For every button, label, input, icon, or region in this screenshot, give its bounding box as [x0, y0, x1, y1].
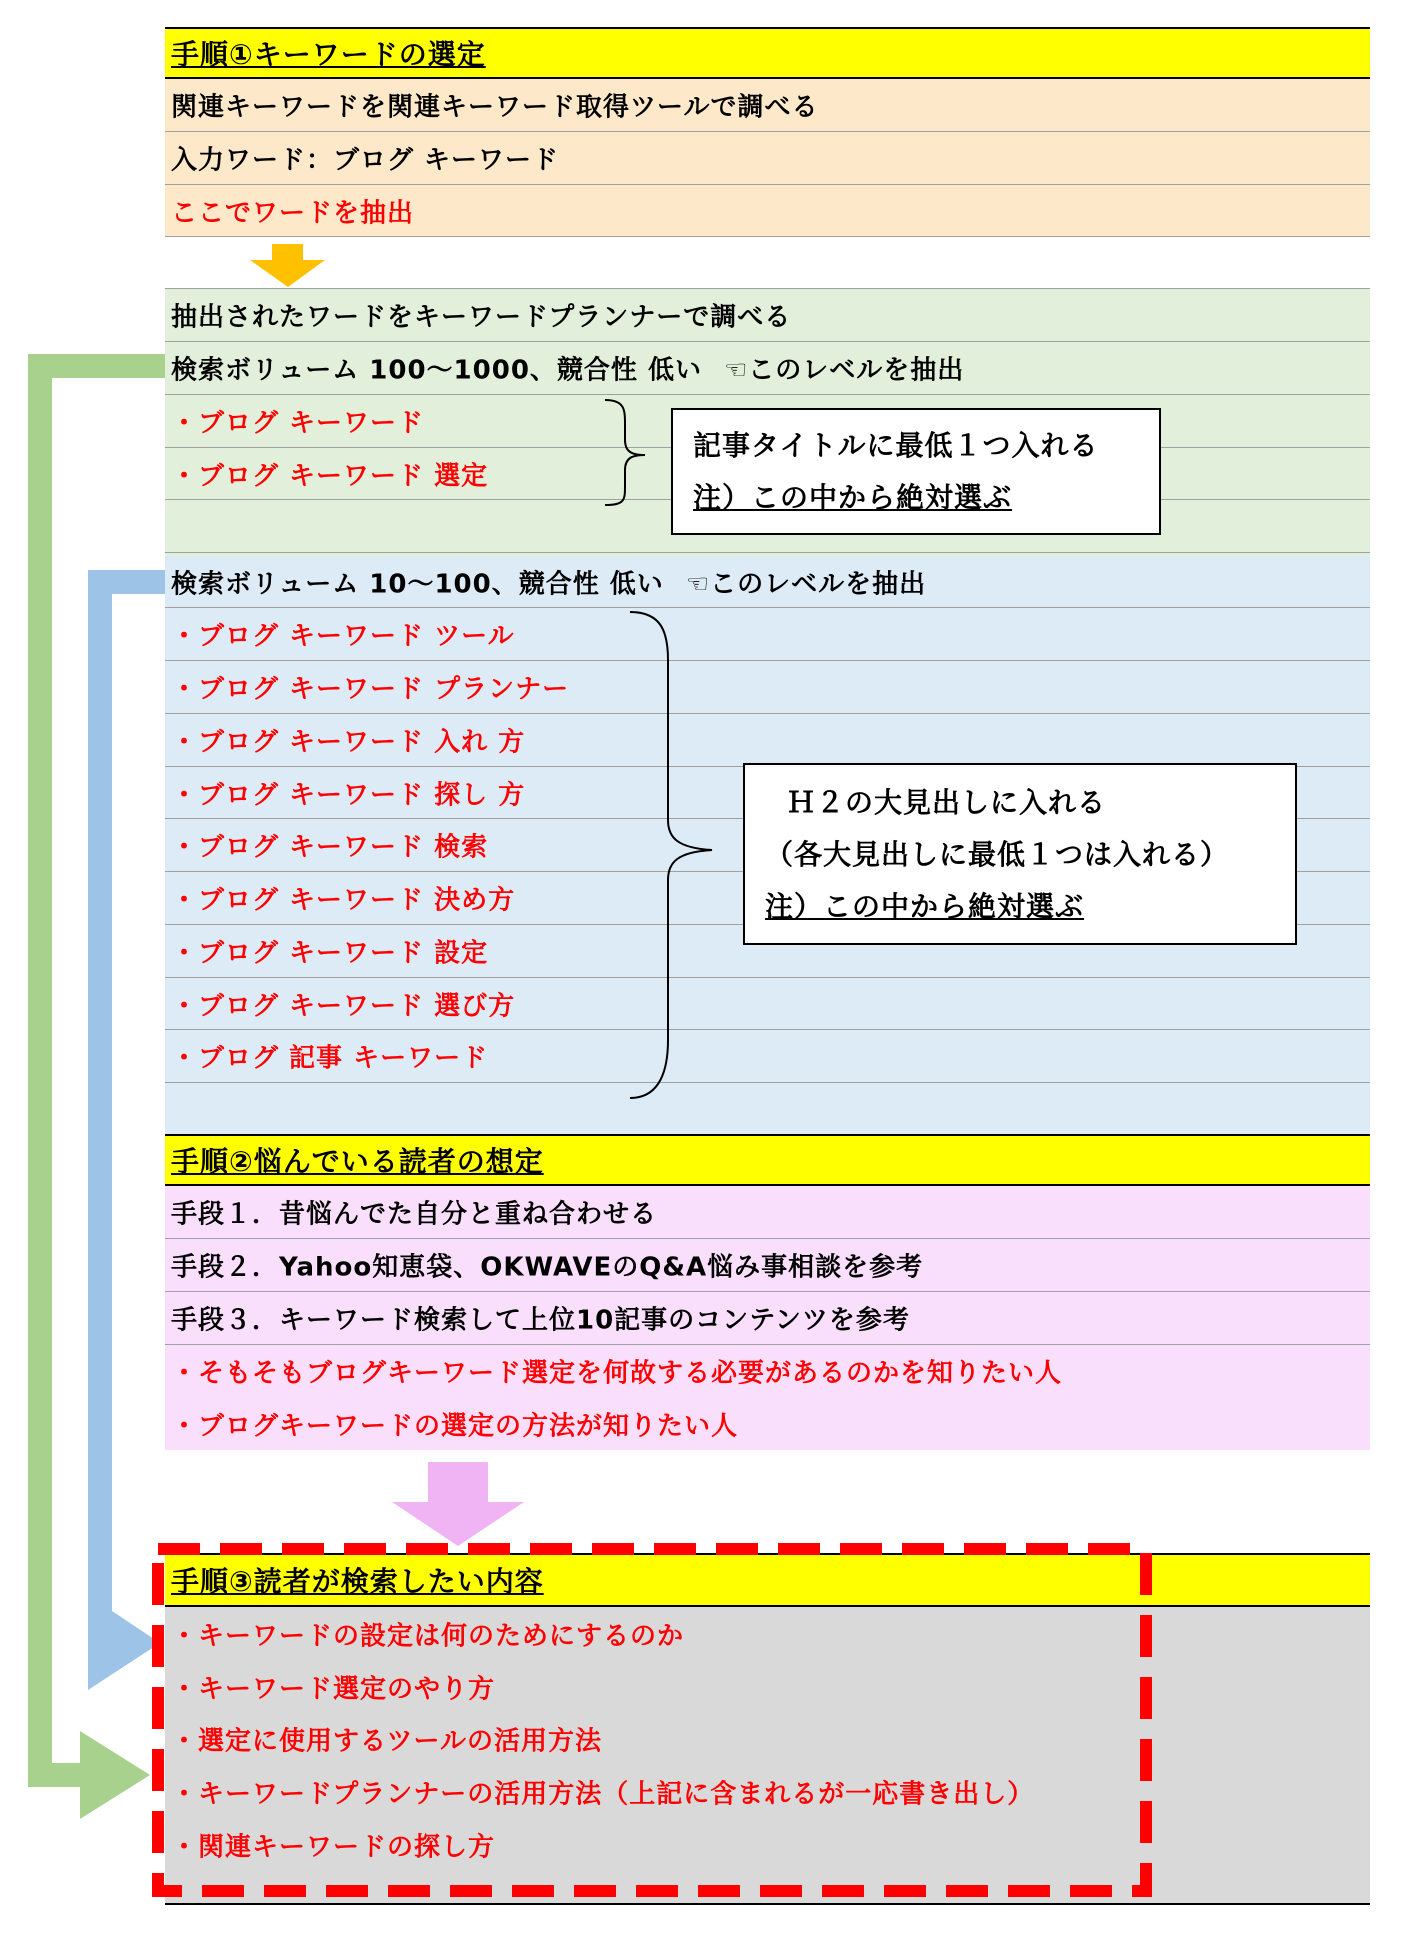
method-text: 手段３．キーワード検索して上位10記事のコンテンツを参考 [171, 1305, 910, 1336]
blue-connector-line [100, 582, 165, 1640]
h2-keyword: ・ブログ キーワード 選び方 [171, 991, 516, 1021]
h2-keyword: ・ブログ キーワード 探し 方 [171, 780, 526, 810]
step1-header-text: 手順①キーワードの選定 [171, 38, 486, 71]
input-word-text: 入力ワード：ブログ キーワード [171, 145, 560, 176]
step2-header [165, 1134, 1370, 1186]
title-keyword-1: ・ブログ キーワード [171, 408, 425, 439]
row-planner-instruction [165, 289, 1370, 342]
title-keyword-2: ・ブログ キーワード 選定 [171, 461, 489, 491]
row-level-low [165, 556, 1370, 608]
level-low-label: 検索ボリューム 10～100、競合性 低い [171, 569, 664, 599]
row-method-3 [165, 1292, 1370, 1345]
row-search-item-5 [165, 1818, 1370, 1871]
row-blue-spacer [165, 1083, 1370, 1136]
h2-keyword: ・ブログ 記事 キーワード [171, 1043, 489, 1074]
level-high-label: 検索ボリューム 100～1000、競合性 低い [171, 355, 702, 386]
h2-note-line-1: Ｈ２の大見出しに入れる [787, 786, 1107, 819]
reader-text: ・そもそもブログキーワード選定を何故する必要があるのかを知りたい人 [171, 1358, 1063, 1389]
hand-pointer-note-low: ☜このレベルを抽出 [685, 569, 927, 599]
h2-keyword: ・ブログ キーワード 検索 [171, 832, 489, 863]
hand-pointer-note-high: ☜このレベルを抽出 [723, 355, 965, 386]
h2-note-box [743, 763, 1297, 945]
blue-arrow-head [88, 1595, 160, 1690]
row-h2-keyword-9 [165, 1030, 1370, 1083]
row-reader-2 [165, 1397, 1370, 1450]
h2-note-line-3: 注）この中から絶対選ぶ [765, 890, 1085, 923]
row-level-high [165, 342, 1370, 395]
row-search-item-3 [165, 1713, 1370, 1765]
level-low-text [171, 563, 926, 600]
row-reader-1 [165, 1345, 1370, 1397]
title-note-line-1: 記事タイトルに最低１つ入れる [693, 429, 1099, 462]
h2-keyword: ・ブログ キーワード 決め方 [171, 885, 516, 916]
row-method-2 [165, 1239, 1370, 1292]
row-method-1 [165, 1186, 1370, 1239]
row-h2-keyword-2 [165, 661, 1370, 714]
row-search-item-2 [165, 1660, 1370, 1713]
reader-text: ・ブログキーワードの選定の方法が知りたい人 [171, 1411, 739, 1441]
row-gray-spacer [165, 1871, 1370, 1903]
row-search-item-4 [165, 1765, 1370, 1818]
step1-header [165, 27, 1370, 79]
planner-instruction-text: 抽出されたワードをキーワードプランナーで調べる [171, 302, 792, 333]
row-input-word [165, 132, 1370, 185]
green-connector-line [40, 366, 165, 1775]
h2-keyword: ・ブログ キーワード プランナー [171, 674, 570, 705]
instruction1-text: 関連キーワードを関連キーワード取得ツールで調べる [171, 92, 819, 123]
search-item: ・関連キーワードの探し方 [171, 1832, 496, 1862]
h2-keyword: ・ブログ キーワード ツール [171, 621, 515, 652]
method-text: 手段２．Yahoo知恵袋、OKWAVEのQ&A悩み事相談を参考 [171, 1252, 924, 1283]
row-spacer-1 [165, 237, 1370, 289]
h2-note-line-2: （各大見出しに最低１つは入れる） [765, 838, 1230, 871]
level-high-text [171, 350, 964, 387]
row-search-item-1 [165, 1607, 1370, 1660]
row-instruction1 [165, 79, 1370, 132]
step3-header-text: 手順③読者が検索したい内容 [171, 1565, 544, 1598]
green-arrow-head [80, 1731, 150, 1819]
h2-keyword: ・ブログ キーワード 設定 [171, 938, 489, 969]
method-text: 手段１．昔悩んでた自分と重ね合わせる [171, 1199, 658, 1230]
title-note-line-2: 注）この中から絶対選ぶ [693, 481, 1013, 514]
row-h2-keyword-8 [165, 978, 1370, 1030]
step3-header [165, 1553, 1370, 1607]
extract-here-text: ここでワードを抽出 [171, 198, 415, 228]
search-item: ・選定に使用するツールの活用方法 [171, 1726, 602, 1757]
search-item: ・キーワードの設定は何のためにするのか [171, 1621, 685, 1651]
search-item: ・キーワードプランナーの活用方法（上記に含まれるが一応書き出し） [171, 1779, 1035, 1809]
title-note-box [671, 408, 1161, 535]
row-spacer-2 [165, 1450, 1370, 1555]
search-item: ・キーワード選定のやり方 [171, 1674, 496, 1704]
row-h2-keyword-3 [165, 714, 1370, 767]
step2-header-text: 手順②悩んでいる読者の想定 [171, 1145, 544, 1178]
row-h2-keyword-1 [165, 608, 1370, 661]
h2-keyword: ・ブログ キーワード 入れ 方 [171, 727, 526, 758]
row-extract-here [165, 185, 1370, 237]
